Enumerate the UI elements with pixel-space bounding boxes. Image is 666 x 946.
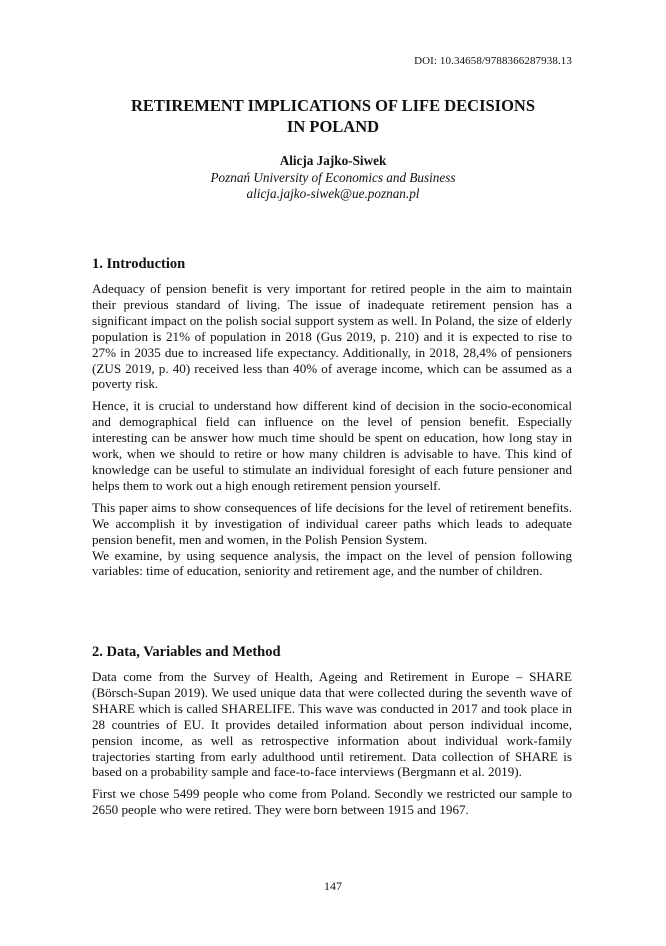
section-data-variables-method [92,643,572,824]
paragraph: Data come from the Survey of Health, Ageing and Retirement in Europe – SHARE (Börsch-Supan 2019). We used unique data that were collected during the seventh wave of SHARE which is called SHARELIFE. This wave was conducted in 2017 and took place in 28 countries of EU. It provides detailed information about person individual income, pension income, as well as retrospective information about individual work-family trajectories starting from early adulthood until retirement. Data collection of SHARE is based on a probability sample and face-to-face interviews (Bergmann et al. 2019). [92,669,572,780]
author-email: alicja.jajko-siwek@ue.poznan.pl [246,186,420,201]
paragraph: We examine, by using sequence analysis, the impact on the level of pension following variables: time of education, seniority and retirement age, and the number of children. [92,547,572,579]
author-affiliation: Poznań University of Economics and Business [210,169,456,185]
author-name: Alicja Jajko-Siwek [279,153,387,168]
paragraph: Adequacy of pension benefit is very important for retired people in the aim to maintain their previous standard of living. The issue of inadequate retirement pension has a significant impact on the polish social support system as well. In Poland, the size of elderly population is 21% of population in 2018 (Gus 2019, p. 210) and it is expected to rise to 27% in 2035 due to increased life expectancy. Additionally, in 2018, 28,4% of pensioners (ZUS 2019, p. 40) received less than 40% of average income, which can be assumed as a poverty risk. [92,281,572,392]
paragraph: Hence, it is crucial to understand how different kind of decision in the socio-economical and demographical field can influence on the level of pension benefit. Especially interesting can be answer how much time should be spent on education, how long stay in work, when we should to retire or how many children is advisable to have. This kind of knowledge can be useful to stimulate an individual foresight of each future pensioner and helps them to work out a high enough retirement pension yourself. [92,398,572,493]
author-block [90,153,576,203]
title-line-1: RETIREMENT IMPLICATIONS OF LIFE DECISIONS [130,96,536,115]
section-heading: 2. Data, Variables and Method [92,644,281,660]
title-line-2: IN POLAND [286,117,380,136]
section-heading: 1. Introduction [92,256,186,272]
paragraph: First we chose 5499 people who come from Poland. Secondly we restricted our sample to 2650 people who were retired. They were born between 1915 and 1967. [92,786,572,818]
paragraph: This paper aims to show consequences of life decisions for the level of retirement benefits. We accomplish it by investigation of individual career paths which leads to adequate pension benefit, men and women, in the Polish Pension System. [92,499,572,547]
section-introduction [92,255,572,585]
doi: DOI: 10.34658/9788366287938.13 [414,55,572,67]
paper-title [90,95,576,137]
page-number: 147 [324,879,342,893]
